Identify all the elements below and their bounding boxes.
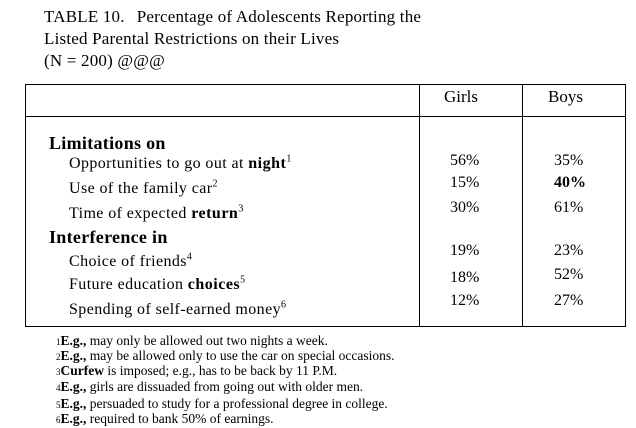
- row-label-friends: Choice of friends$^4$: [69, 251, 193, 270]
- cell-car-girls: 15%: [450, 174, 480, 191]
- footnote-5: 5E.g., persuaded to study for a professional degree in college.: [56, 396, 388, 411]
- cell-car-boys: 40%: [554, 174, 586, 191]
- row-label-car: Use of the family car$^2$: [69, 178, 218, 197]
- table-number: TABLE 10.: [44, 7, 125, 26]
- footnote-4: 4E.g., girls are dissuaded from going out with older men.: [56, 379, 364, 394]
- cell-education-girls: 18%: [450, 269, 480, 286]
- cell-money-girls: 12%: [450, 292, 480, 309]
- row-label-education: Future education choices$^5$: [69, 274, 246, 293]
- cell-return-boys: 61%: [554, 199, 584, 216]
- title-line-1: [44, 6, 421, 28]
- header-divider: [26, 116, 625, 117]
- restrictions-table: [25, 84, 626, 327]
- row-label-return: Time of expected return$^3$: [69, 203, 244, 222]
- cell-night-girls: 56%: [450, 152, 480, 169]
- row-label-money: Spending of self-earned money$^6$: [69, 299, 287, 318]
- footnote-3: 3Curfew is imposed; e.g., has to be back by 11 P.M.: [56, 363, 338, 378]
- cell-friends-girls: 19%: [450, 242, 480, 259]
- section-heading-limitations: Limitations on: [49, 133, 166, 153]
- column-header-girls: Girls: [444, 87, 478, 106]
- cell-return-girls: 30%: [450, 199, 480, 216]
- cell-night-boys: 35%: [554, 152, 584, 169]
- column-divider-girls: [419, 85, 420, 326]
- title-text-1: Percentage of Adolescents Reporting the: [136, 7, 422, 26]
- section-heading-interference: Interference in: [49, 227, 168, 247]
- column-divider-boys: [522, 85, 523, 326]
- title-line-3: (N = 200) @@@: [44, 51, 166, 70]
- footnote-1: 1E.g., may only be allowed out two nights a week.: [56, 333, 328, 348]
- cell-friends-boys: 23%: [554, 242, 584, 259]
- cell-money-boys: 27%: [554, 292, 584, 309]
- column-header-boys: Boys: [548, 87, 583, 106]
- table-title: [44, 6, 421, 72]
- cell-education-boys: 52%: [554, 266, 584, 283]
- footnote-6: 6E.g., required to bank 50% of earnings.: [56, 411, 274, 426]
- title-line-2: Listed Parental Restrictions on their Lives: [44, 29, 340, 48]
- row-label-night: Opportunities to go out at night$^1$: [69, 153, 292, 172]
- footnote-2: 2E.g., may be allowed only to use the car on special occasions.: [56, 348, 395, 363]
